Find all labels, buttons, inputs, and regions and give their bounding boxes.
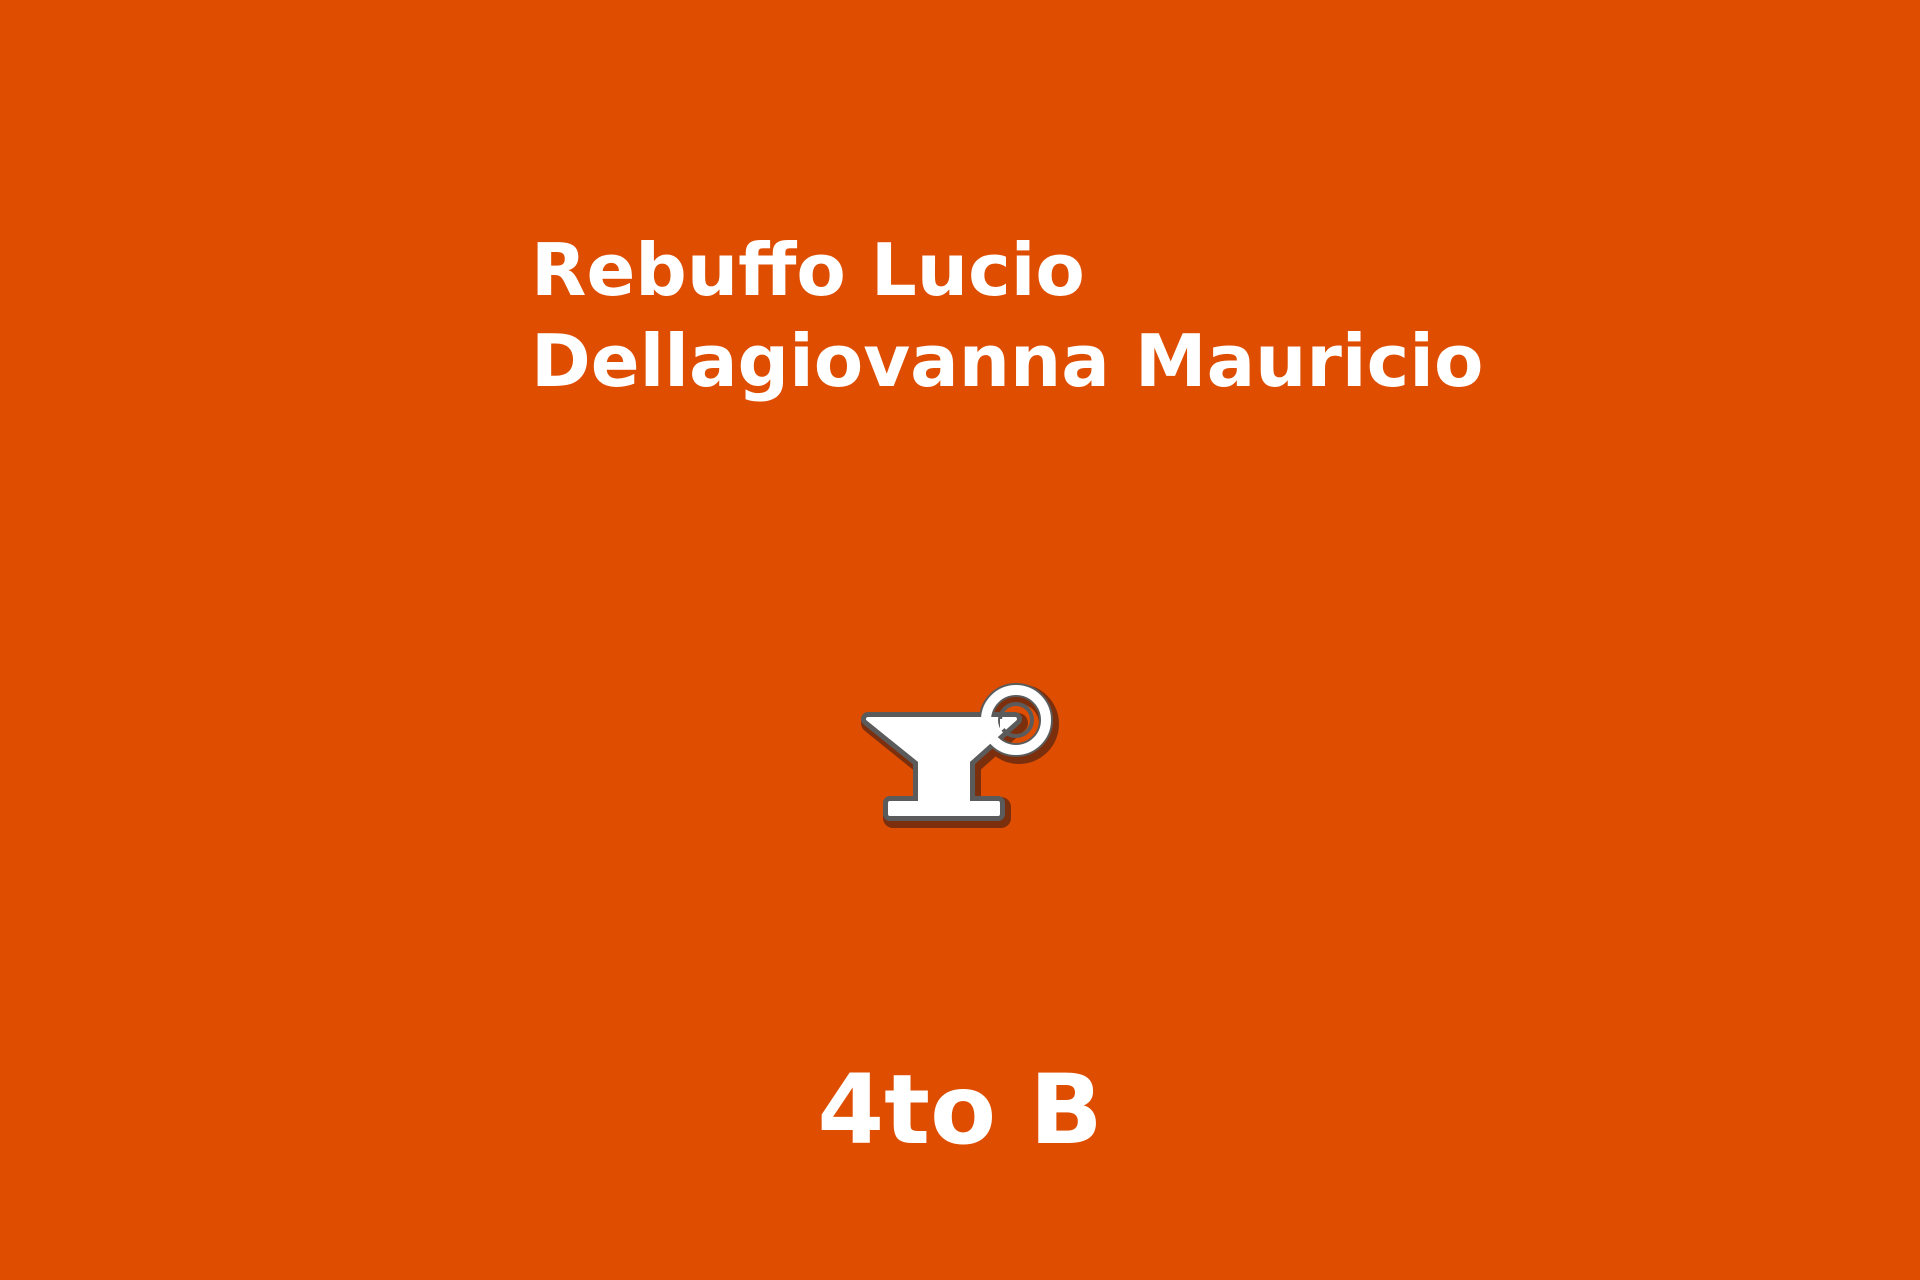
author-name-2: Dellagiovanna Mauricio [531, 319, 1484, 403]
author-names [531, 225, 1483, 407]
author-name-1: Rebuffo Lucio [531, 228, 1085, 312]
class-label: 4to B [817, 1054, 1103, 1166]
cocktail-glass-icon [850, 665, 1080, 875]
